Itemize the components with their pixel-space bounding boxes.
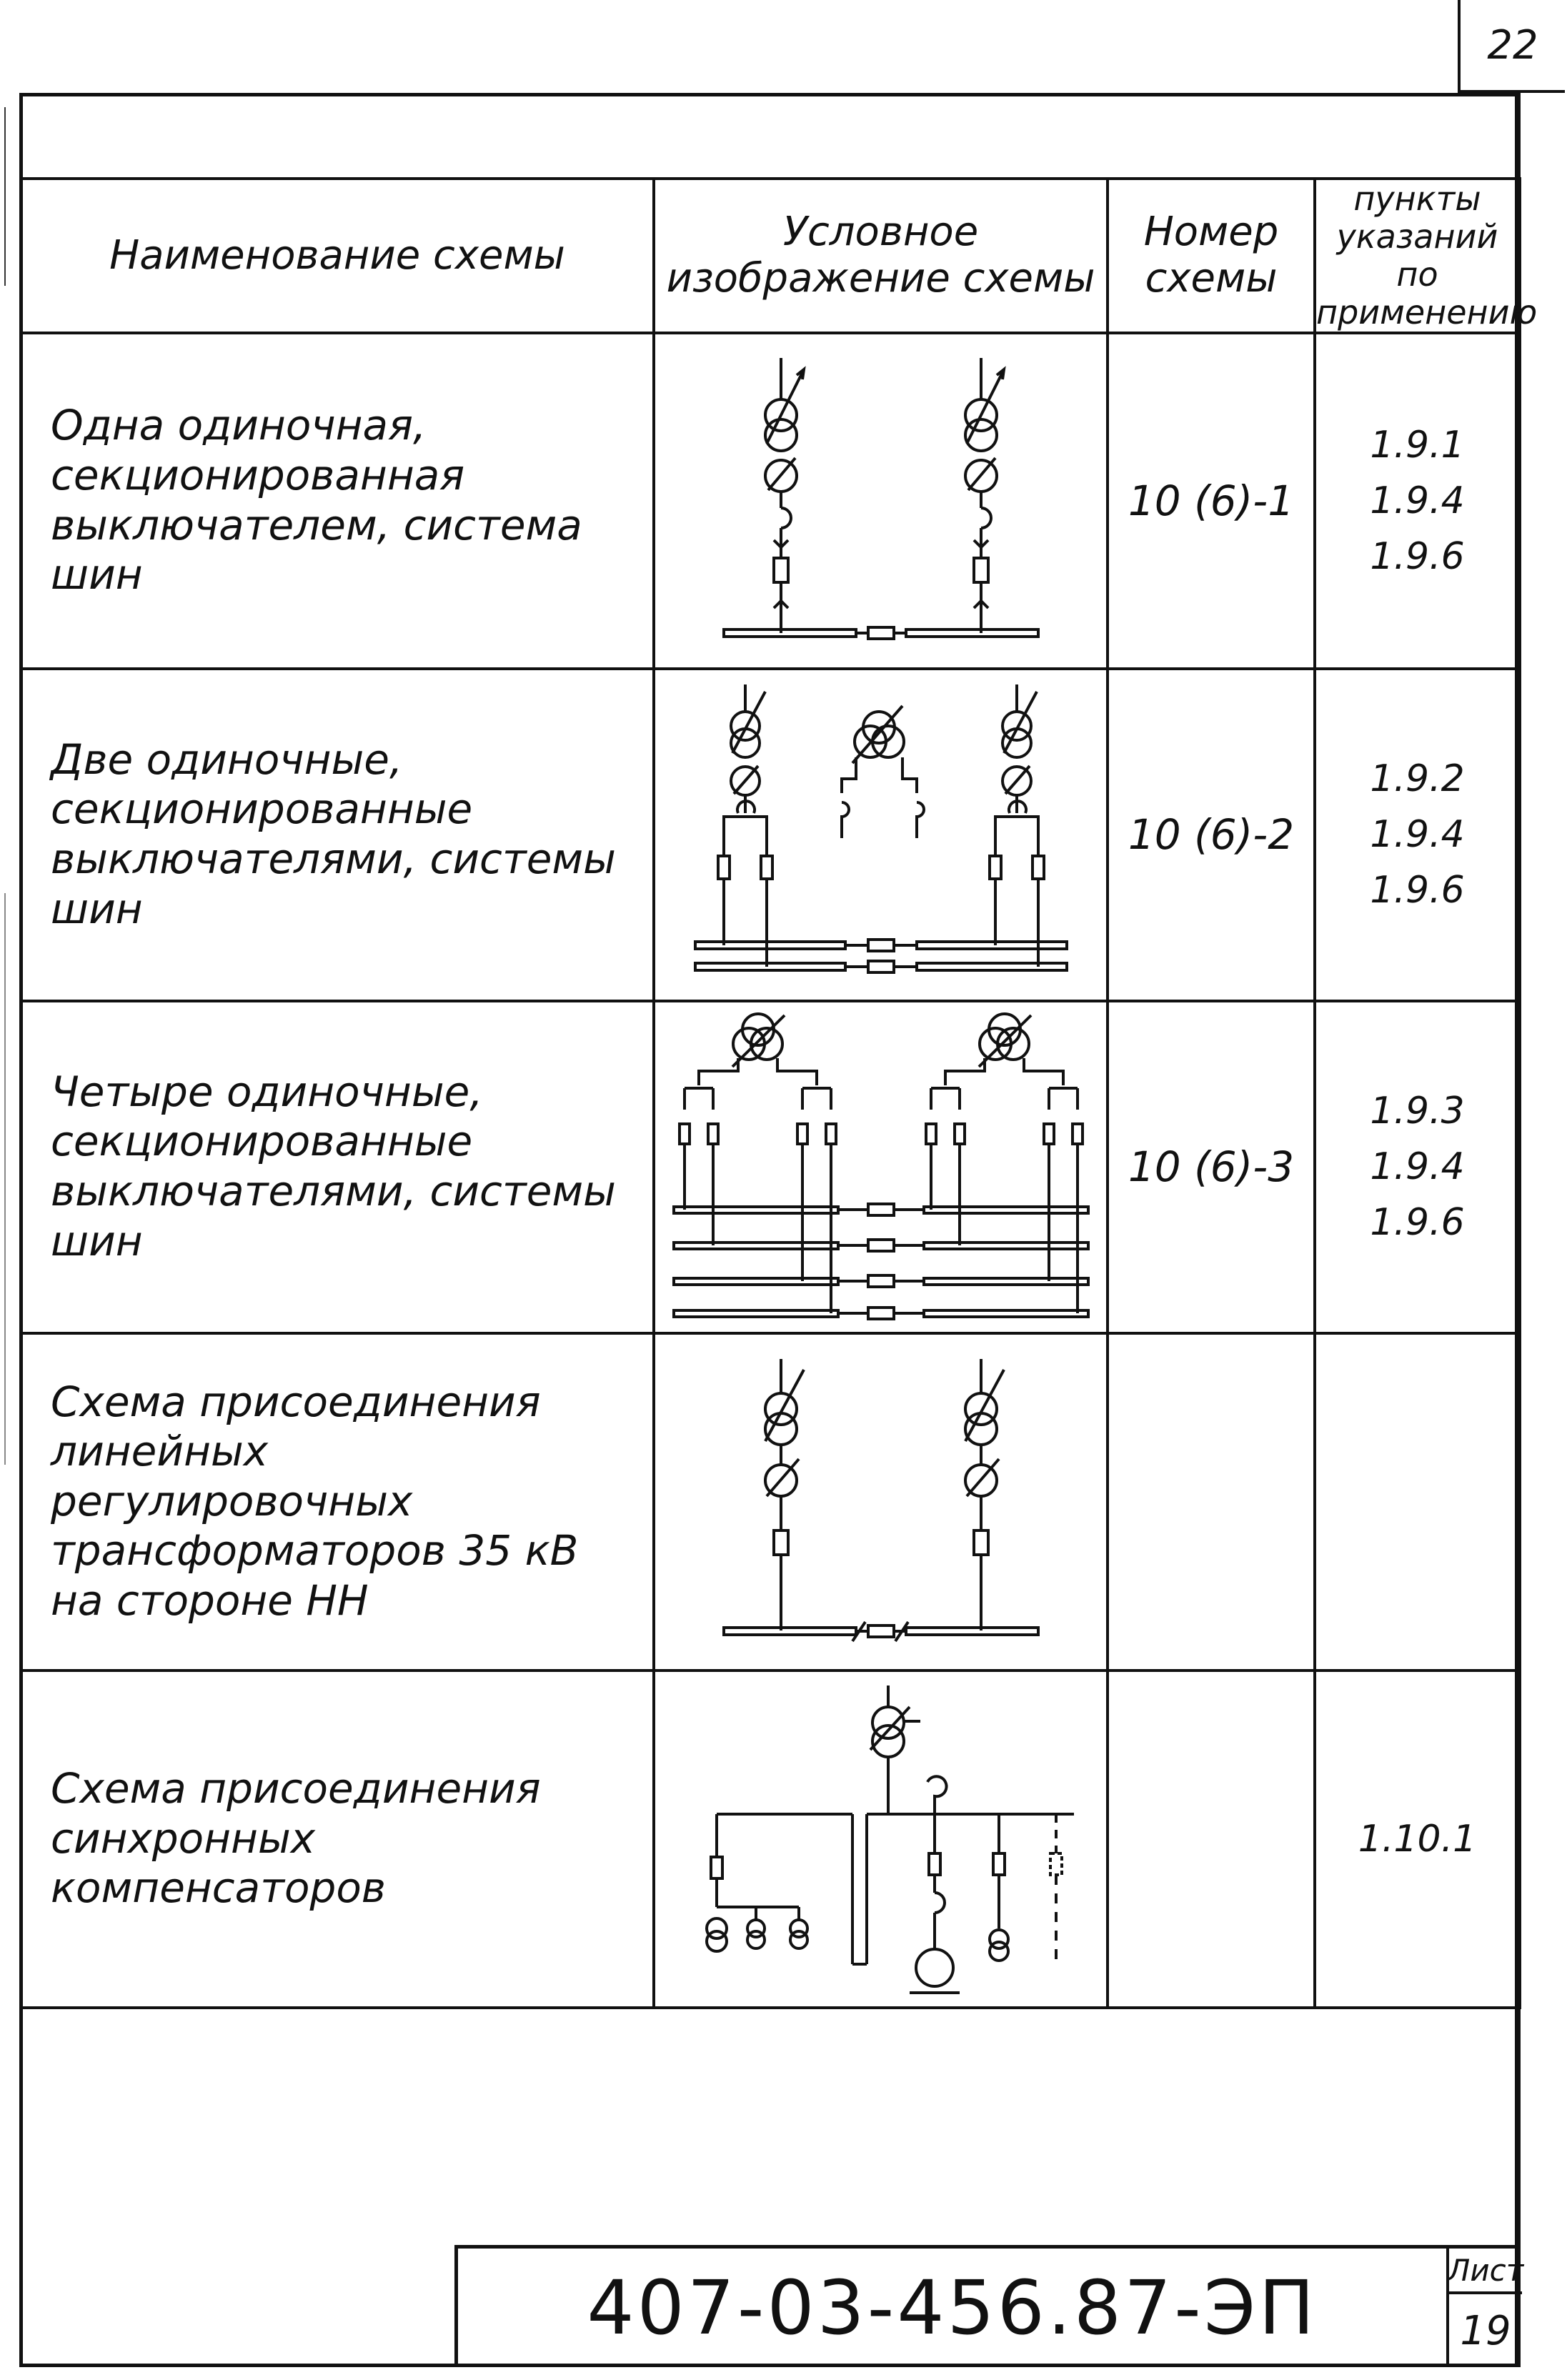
sheet-number: 22 — [1487, 21, 1538, 69]
sheet-label: Лист — [1449, 2249, 1522, 2294]
bus — [717, 1814, 1074, 1964]
scheme-symbol-1 — [654, 333, 1108, 669]
feeder-right — [965, 1359, 1004, 1630]
header-points: пункты указаний по применению — [1316, 179, 1538, 332]
busbar-section — [724, 627, 1038, 639]
scheme-number: 10 (6)-2 — [1108, 669, 1315, 1001]
scheme-number — [1108, 1333, 1315, 1671]
transformer-left — [680, 1014, 836, 1313]
scheme-diagram-4 — [681, 1345, 1081, 1659]
scheme-symbol-2 — [654, 669, 1108, 1001]
binding-margin-line-lower — [4, 893, 6, 1465]
transformer — [870, 1686, 947, 1814]
table-row — [21, 1001, 1520, 1333]
right-branches — [990, 1814, 1062, 1964]
point-ref: 1.9.1 — [1370, 423, 1465, 467]
scheme-diagram-2 — [674, 677, 1088, 992]
scheme-name: Схема присоединения линейных регулировочных трансформаторов 35 кВ на стороне НН — [21, 1333, 654, 1671]
scheme-diagram-1 — [681, 344, 1081, 658]
busbar-sections — [695, 940, 1067, 972]
point-ref: 1.9.6 — [1370, 534, 1465, 578]
point-ref: 1.9.4 — [1370, 1145, 1465, 1189]
point-ref: 1.9.6 — [1370, 1201, 1465, 1245]
scheme-points — [1315, 669, 1520, 1001]
scheme-symbol-4 — [654, 1333, 1108, 1671]
binding-margin-line — [4, 107, 6, 286]
point-ref: 1.10.1 — [1358, 1817, 1477, 1861]
busbar-section — [724, 1622, 1038, 1641]
feeder-right — [990, 684, 1044, 967]
scheme-diagram-5 — [674, 1678, 1088, 2000]
scheme-name: Одна одиночная, секционированная выключателем, система шин — [21, 333, 654, 669]
document-code: 407-03-456.87-ЭП — [587, 2264, 1318, 2351]
scheme-points — [1315, 1333, 1520, 1671]
scheme-name: Две одиночные, секционированные выключателями, системы шин — [21, 669, 654, 1001]
scheme-register-table — [19, 177, 1538, 2009]
scheme-number — [1108, 1671, 1315, 2008]
scheme-name: Четыре одиночные, секционированные выключателями, системы шин — [21, 1001, 654, 1333]
feeder-left — [718, 684, 772, 967]
header-name: Наименование схемы — [21, 179, 654, 333]
sheet-number-box — [1458, 0, 1565, 93]
point-ref: 1.9.6 — [1370, 869, 1465, 912]
table-row — [21, 333, 1520, 669]
scheme-number: 10 (6)-1 — [1108, 333, 1315, 669]
sheet-box — [1446, 2249, 1522, 2367]
table-row — [21, 669, 1520, 1001]
header-symbol: Условное изображение схемы — [654, 179, 1108, 333]
point-ref: 1.9.4 — [1370, 479, 1465, 522]
compensator-branch — [910, 1814, 960, 1993]
scheme-symbol-5 — [654, 1671, 1108, 2008]
table-row — [21, 1671, 1520, 2008]
header-row — [21, 179, 1520, 333]
feeder-left — [765, 1359, 804, 1630]
sheet-value: 19 — [1460, 2307, 1511, 2354]
feeder-left — [765, 358, 804, 633]
scheme-diagram-3 — [667, 1010, 1095, 1324]
feeder-right — [965, 358, 1004, 633]
title-block — [454, 2245, 1524, 2367]
scheme-number: 10 (6)-3 — [1108, 1001, 1315, 1333]
auxiliary-transformer — [842, 706, 924, 838]
point-ref: 1.9.3 — [1370, 1090, 1465, 1133]
scheme-name: Схема присоединения синхронных компенсаторов — [21, 1671, 654, 2008]
left-branch — [707, 1814, 807, 1951]
header-number: Номер схемы — [1108, 179, 1315, 333]
busbar-sections — [674, 1204, 1088, 1319]
point-ref: 1.9.2 — [1370, 757, 1465, 801]
scheme-points — [1315, 1671, 1520, 2008]
point-ref: 1.9.4 — [1370, 813, 1465, 857]
scheme-points — [1315, 1001, 1520, 1333]
scheme-symbol-3 — [654, 1001, 1108, 1333]
scheme-points — [1315, 333, 1520, 669]
transformer-right — [926, 1014, 1083, 1313]
table-row — [21, 1333, 1520, 1671]
